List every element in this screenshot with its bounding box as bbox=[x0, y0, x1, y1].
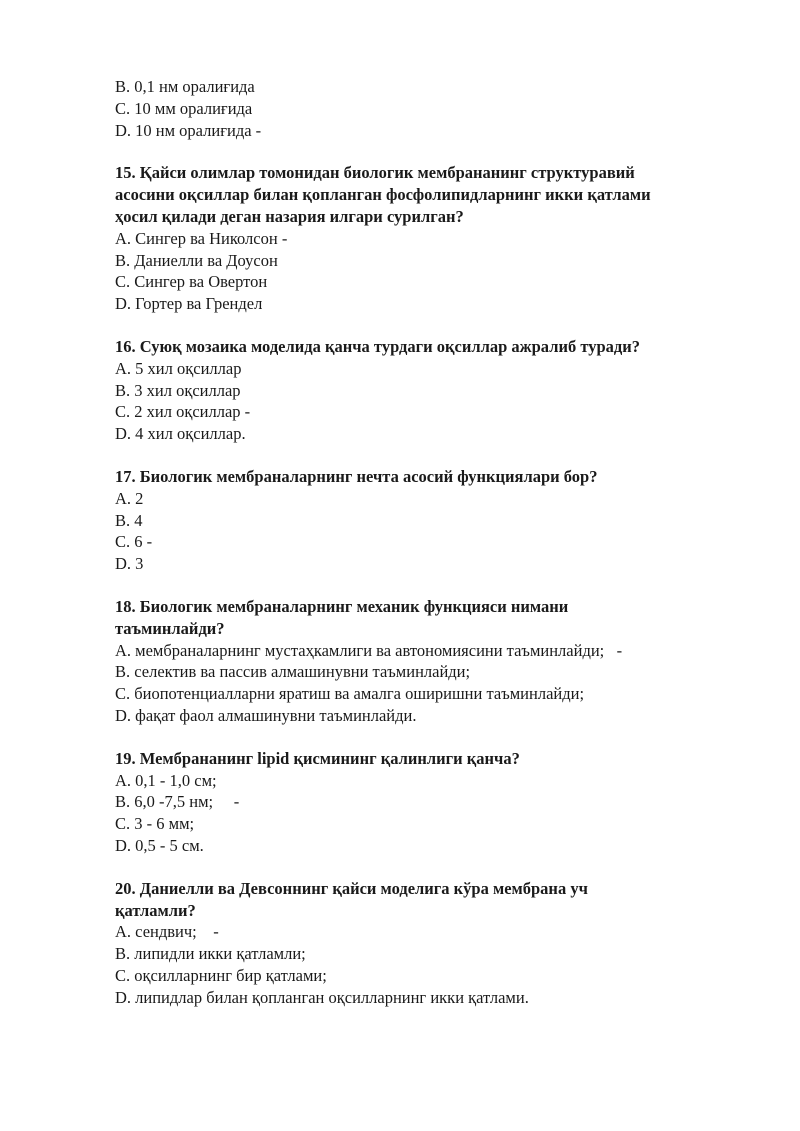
question-text: қатламли? bbox=[115, 900, 196, 920]
answer-option: B. липидли икки қатламли; bbox=[115, 944, 306, 964]
answer-option: B. 6,0 -7,5 нм; - bbox=[115, 792, 240, 812]
question-text: таъминлайди? bbox=[115, 618, 225, 638]
answer-option: D. 4 хил оқсиллар. bbox=[115, 424, 246, 444]
answer-option: C. 2 хил оқсиллар - bbox=[115, 402, 251, 422]
answer-option: A. мембраналарнинг мустаҳкамлиги ва автономиясини таъминлайди; - bbox=[115, 640, 623, 660]
answer-option: D. 0,5 - 5 см. bbox=[115, 835, 204, 855]
answer-option: D. 10 нм оралиғида - bbox=[115, 120, 262, 140]
answer-option: D. 3 bbox=[115, 554, 144, 574]
document-page bbox=[115, 76, 755, 1008]
question-text: 17. Биологик мембраналарнинг нечта асосий функциялари бор? bbox=[115, 466, 598, 486]
answer-option: B. Даниелли ва Доусон bbox=[115, 250, 278, 270]
question-text: 20. Даниелли ва Девсоннинг қайси моделига кўра мембрана уч bbox=[115, 878, 588, 898]
question-block-17 bbox=[115, 466, 755, 575]
answer-option: C. 3 - 6 мм; bbox=[115, 814, 195, 834]
question-block-18 bbox=[115, 596, 755, 727]
question-block-20 bbox=[115, 878, 755, 1009]
answer-option: B. 3 хил оқсиллар bbox=[115, 380, 241, 400]
answer-option: D. Гортер ва Грендел bbox=[115, 294, 263, 314]
question-text: 19. Мембрананинг lipid қисмининг қалинлиги қанча? bbox=[115, 748, 520, 768]
intro-options bbox=[115, 76, 755, 141]
answer-option: C. биопотенциалларни яратиш ва амалга оширишни таъминлайди; bbox=[115, 684, 585, 704]
question-text: 18. Биологик мембраналарнинг механик функцияси нимани bbox=[115, 596, 569, 616]
answer-option: A. Сингер ва Николсон - bbox=[115, 228, 288, 248]
question-text: асосини оқсиллар билан қопланган фосфолипидларнинг икки қатлами bbox=[115, 185, 651, 205]
question-text: 16. Суюқ мозаика моделида қанча турдаги оқсиллар ажралиб туради? bbox=[115, 336, 640, 356]
answer-option: C. оқсилларнинг бир қатлами; bbox=[115, 965, 327, 985]
answer-option: A. 2 bbox=[115, 488, 144, 508]
answer-option: C. 6 - bbox=[115, 532, 153, 552]
answer-option: B. селектив ва пассив алмашинувни таъминлайди; bbox=[115, 662, 471, 682]
question-text: 15. Қайси олимлар томонидан биологик мембрананинг структуравий bbox=[115, 163, 635, 183]
answer-option: B. 0,1 нм оралиғида bbox=[115, 77, 255, 96]
question-block-19 bbox=[115, 748, 755, 857]
answer-option: A. сендвич; - bbox=[115, 922, 219, 942]
question-block-15 bbox=[115, 162, 755, 315]
answer-option: C. 10 мм оралиғида bbox=[115, 98, 253, 118]
answer-option: D. липидлар билан қопланган оқсилларнинг икки қатлами. bbox=[115, 987, 529, 1007]
answer-option: D. фақат фаол алмашинувни таъминлайди. bbox=[115, 705, 417, 725]
answer-option: A. 0,1 - 1,0 см; bbox=[115, 770, 217, 790]
answer-option: C. Сингер ва Овертон bbox=[115, 272, 268, 292]
question-text: ҳосил қилади деган назария илгари сурилган? bbox=[115, 206, 464, 226]
answer-option: B. 4 bbox=[115, 510, 143, 530]
answer-option: A. 5 хил оқсиллар bbox=[115, 358, 242, 378]
question-block-16 bbox=[115, 336, 755, 445]
